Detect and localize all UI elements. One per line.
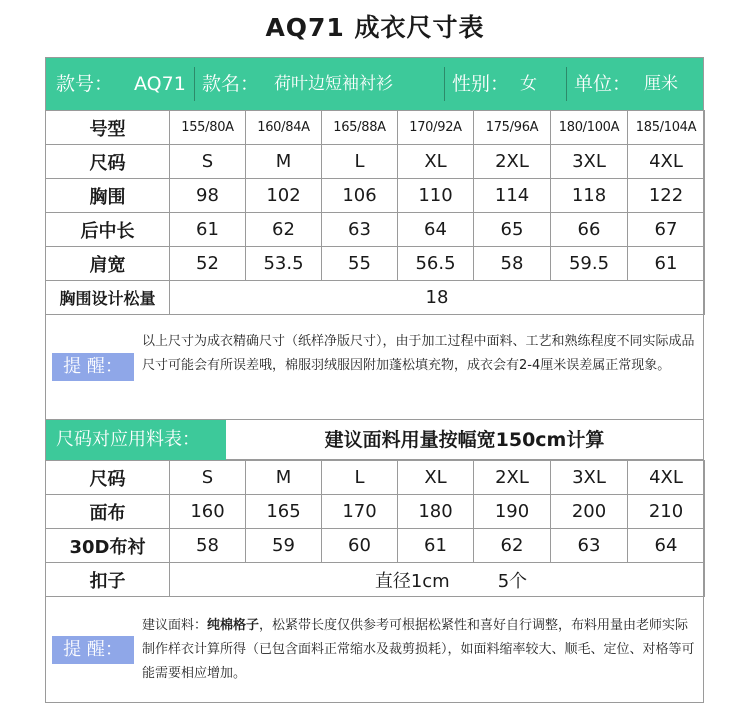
value-cell: 58 xyxy=(474,247,551,281)
style-no-label: 款号： xyxy=(56,73,114,95)
reminder-rest: ，松紧带长度仅供参考可根据松紧性和喜好自行调整，布料用量由老师实际制作样衣计算所得（已包含面料正常缩水及裁剪损耗），如面料缩率较大、顺毛、定位、对格等可能需要相应增加。 xyxy=(142,618,695,681)
size-cell: 170/92A xyxy=(398,111,474,145)
size-table xyxy=(45,110,705,315)
unit-label: 单位： xyxy=(574,73,632,95)
button-diameter: 直径1cm xyxy=(374,570,450,592)
value-cell: M xyxy=(246,145,322,179)
value-cell: 4XL xyxy=(628,461,705,495)
value-cell: 106 xyxy=(322,179,398,213)
value-cell: XL xyxy=(398,461,474,495)
divider xyxy=(444,67,445,101)
value-cell: 63 xyxy=(551,529,628,563)
reminder-tag: 提 醒： xyxy=(52,636,134,664)
value-cell: 56.5 xyxy=(398,247,474,281)
gender-label: 性别： xyxy=(452,73,510,95)
size-cell: 180/100A xyxy=(551,111,628,145)
value-cell: 102 xyxy=(246,179,322,213)
value-cell: 122 xyxy=(628,179,705,213)
value-cell: M xyxy=(246,461,322,495)
value-cell: 114 xyxy=(474,179,551,213)
value-cell: L xyxy=(322,461,398,495)
value-cell: 165 xyxy=(246,495,322,529)
row-label: 号型 xyxy=(46,111,170,145)
value-cell: 4XL xyxy=(628,145,705,179)
unit-value: 厘米 xyxy=(644,74,678,94)
reminder-prefix: 建议面料： xyxy=(142,618,208,633)
table-row xyxy=(46,563,705,597)
table-row xyxy=(46,247,705,281)
value-cell: L xyxy=(322,145,398,179)
value-cell: 64 xyxy=(628,529,705,563)
value-cell: 2XL xyxy=(474,461,551,495)
gender-value: 女 xyxy=(520,74,537,94)
ease-value: 18 xyxy=(170,281,705,315)
value-cell: 2XL xyxy=(474,145,551,179)
ease-label: 胸围设计松量 xyxy=(46,281,170,315)
value-cell: 55 xyxy=(322,247,398,281)
reminder-text: 以上尺寸为成衣精确尺寸（纸样净版尺寸），由于加工过程中面料、工艺和熟练程度不同实际成品尺寸可能会有所误差哦，棉服羽绒服因附加蓬松填充物，成衣会有2-4厘米误差属正常现象。 xyxy=(142,334,695,373)
value-cell: 3XL xyxy=(551,145,628,179)
style-name-label: 款名： xyxy=(202,73,260,95)
value-cell: 58 xyxy=(170,529,246,563)
divider xyxy=(566,67,567,101)
value-cell: 66 xyxy=(551,213,628,247)
table-row xyxy=(46,179,705,213)
value-cell: 67 xyxy=(628,213,705,247)
button-spec xyxy=(170,563,705,597)
size-cell: 175/96A xyxy=(474,111,551,145)
value-cell: 160 xyxy=(170,495,246,529)
value-cell: 59 xyxy=(246,529,322,563)
reminder-box xyxy=(45,596,704,703)
value-cell: 180 xyxy=(398,495,474,529)
row-label: 肩宽 xyxy=(46,247,170,281)
row-label: 胸围 xyxy=(46,179,170,213)
row-label: 尺码 xyxy=(46,461,170,495)
material-note: 建议面料用量按幅宽150cm计算 xyxy=(226,420,703,460)
size-cell: 155/80A xyxy=(170,111,246,145)
value-cell: 61 xyxy=(628,247,705,281)
material-band: 尺码对应用料表： xyxy=(46,420,226,460)
divider xyxy=(194,67,195,101)
size-cell: 160/84A xyxy=(246,111,322,145)
page-title: AQ71 成衣尺寸表 xyxy=(265,13,485,42)
material-table xyxy=(45,460,705,597)
value-cell: 64 xyxy=(398,213,474,247)
value-cell: 200 xyxy=(551,495,628,529)
value-cell: 53.5 xyxy=(246,247,322,281)
style-name-value: 荷叶边短袖衬衫 xyxy=(274,74,393,94)
value-cell: S xyxy=(170,461,246,495)
value-cell: 63 xyxy=(322,213,398,247)
value-cell: 59.5 xyxy=(551,247,628,281)
table-row xyxy=(46,145,705,179)
value-cell: 62 xyxy=(246,213,322,247)
style-no-value: AQ71 xyxy=(134,73,186,95)
value-cell: 61 xyxy=(170,213,246,247)
value-cell: 118 xyxy=(551,179,628,213)
table-row xyxy=(46,213,705,247)
reminder-text xyxy=(142,614,698,686)
button-count: 5个 xyxy=(497,570,528,592)
reminder-box xyxy=(45,314,704,420)
info-band xyxy=(46,58,703,110)
table-row xyxy=(46,495,705,529)
value-cell: 190 xyxy=(474,495,551,529)
table-row xyxy=(46,529,705,563)
value-cell: XL xyxy=(398,145,474,179)
size-cell: 165/88A xyxy=(322,111,398,145)
value-cell: 170 xyxy=(322,495,398,529)
value-cell: 210 xyxy=(628,495,705,529)
value-cell: 110 xyxy=(398,179,474,213)
value-cell: 65 xyxy=(474,213,551,247)
value-cell: 62 xyxy=(474,529,551,563)
table-row xyxy=(46,461,705,495)
value-cell: 3XL xyxy=(551,461,628,495)
value-cell: 98 xyxy=(170,179,246,213)
value-cell: 52 xyxy=(170,247,246,281)
size-cell: 185/104A xyxy=(628,111,705,145)
value-cell: 61 xyxy=(398,529,474,563)
row-label: 尺码 xyxy=(46,145,170,179)
row-label: 面布 xyxy=(46,495,170,529)
row-label: 30D布衬 xyxy=(46,529,170,563)
row-label: 后中长 xyxy=(46,213,170,247)
reminder-tag: 提 醒： xyxy=(52,353,134,381)
fabric-name: 纯棉格子 xyxy=(207,618,260,633)
value-cell: S xyxy=(170,145,246,179)
value-cell: 60 xyxy=(322,529,398,563)
table-row xyxy=(46,281,705,315)
table-row xyxy=(46,111,705,145)
row-label: 扣子 xyxy=(46,563,170,597)
